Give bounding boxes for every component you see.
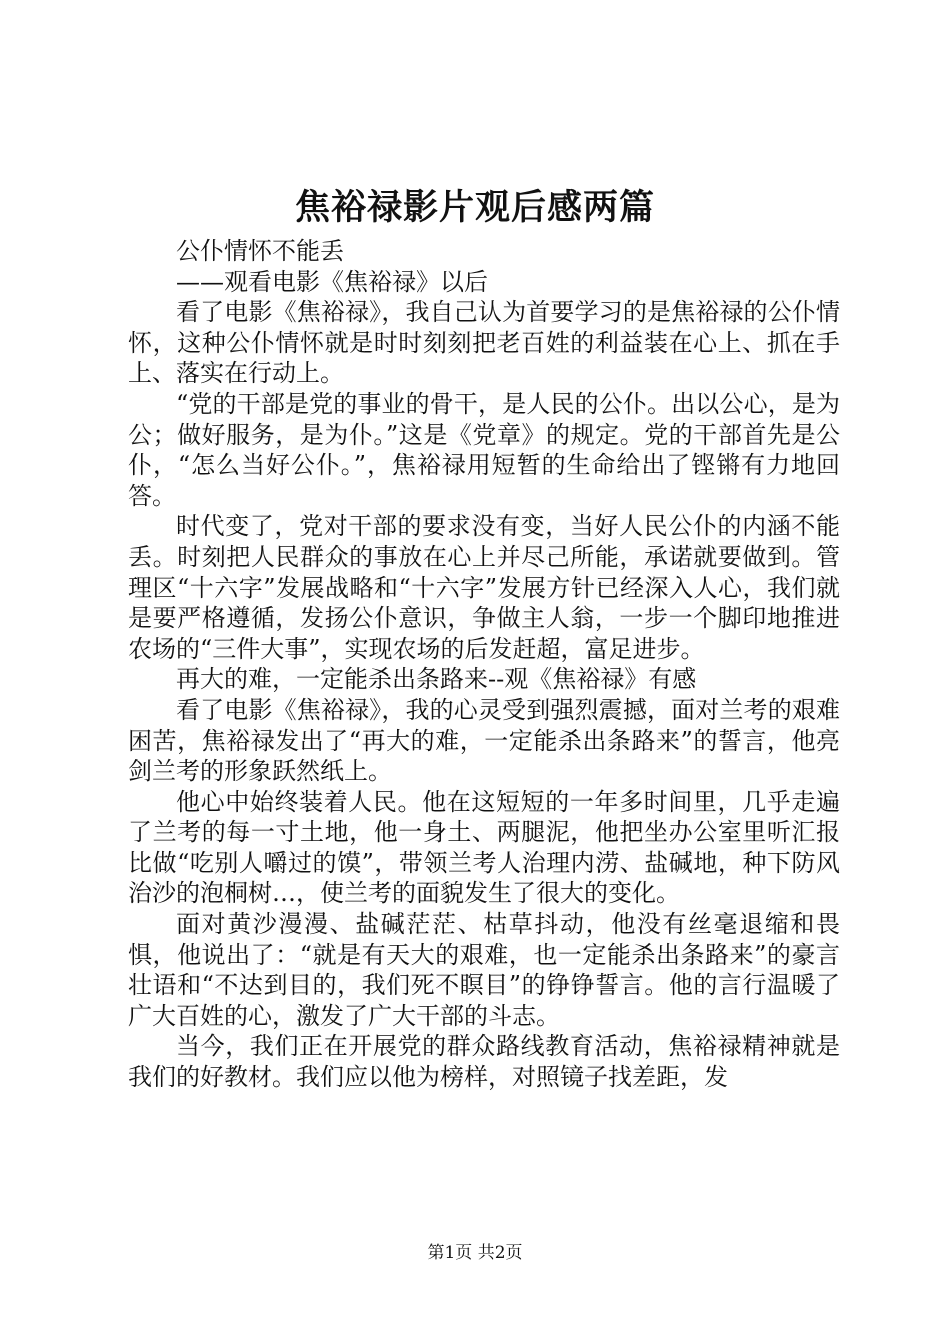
paragraph: 当今，我们正在开展党的群众路线教育活动，焦裕禄精神就是我们的好教材。我们应以他为榜样，对照镜子找差距，发: [128, 1032, 840, 1092]
paragraph: 时代变了，党对干部的要求没有变，当好人民公仆的内涵不能丢。时刻把人民群众的事放在心上并尽己所能，承诺就要做到。管理区“十六字”发展战略和“十六字”发展方针已经深入人心，我们就是要严格遵循，发扬公仆意识，争做主人翁，一步一个脚印地推进农场的“三件大事”，实现农场的后发赶超，富足进步。: [128, 512, 840, 663]
paragraph-subtitle-2: ——观看电影《焦裕禄》以后: [176, 267, 488, 296]
paragraph-subtitle-1: 公仆情怀不能丢: [176, 237, 344, 265]
paragraph: “党的干部是党的事业的骨干，是人民的公仆。出以公心，是为公；做好服务，是为仆。”这是《党章》的规定。党的干部首先是公仆，“怎么当好公仆。”，焦裕禄用短暂的生命给出了铿锵有力地回答。: [128, 389, 840, 510]
paragraph: 他心中始终装着人民。他在这短短的一年多时间里，几乎走遍了兰考的每一寸土地，他一身土、两腿泥，他把坐办公室里听汇报比做“吃别人嚼过的馍”，带领兰考人治理内涝、盐碱地，种下防风治沙的泡桐树…，使兰考的面貌发生了很大的变化。: [128, 787, 840, 908]
document-body: [128, 236, 840, 1093]
paragraph: 看了电影《焦裕禄》，我自己认为首要学习的是焦裕禄的公仆情怀，这种公仆情怀就是时时刻刻把老百姓的利益装在心上、抓在手上、落实在行动上。: [128, 298, 840, 388]
paragraph: 面对黄沙漫漫、盐碱茫茫、枯草抖动，他没有丝毫退缩和畏惧，他说出了：“就是有天大的艰难，也一定能杀出条路来”的豪言壮语和“不达到目的，我们死不瞑目”的铮铮誓言。他的言行温暖了广大百姓的心，激发了广大干部的斗志。: [128, 910, 840, 1030]
paragraph: 看了电影《焦裕禄》，我的心灵受到强烈震撼，面对兰考的艰难困苦，焦裕禄发出了“再大的难，一定能杀出条路来”的誓言，他亮剑兰考的形象跃然纸上。: [128, 695, 840, 786]
page-footer: 第1页 共2页: [427, 1243, 523, 1263]
paragraph-heading-2: 再大的难，一定能杀出条路来--观《焦裕禄》有感: [176, 665, 697, 694]
document-title: 焦裕禄影片观后感两篇: [294, 187, 655, 228]
